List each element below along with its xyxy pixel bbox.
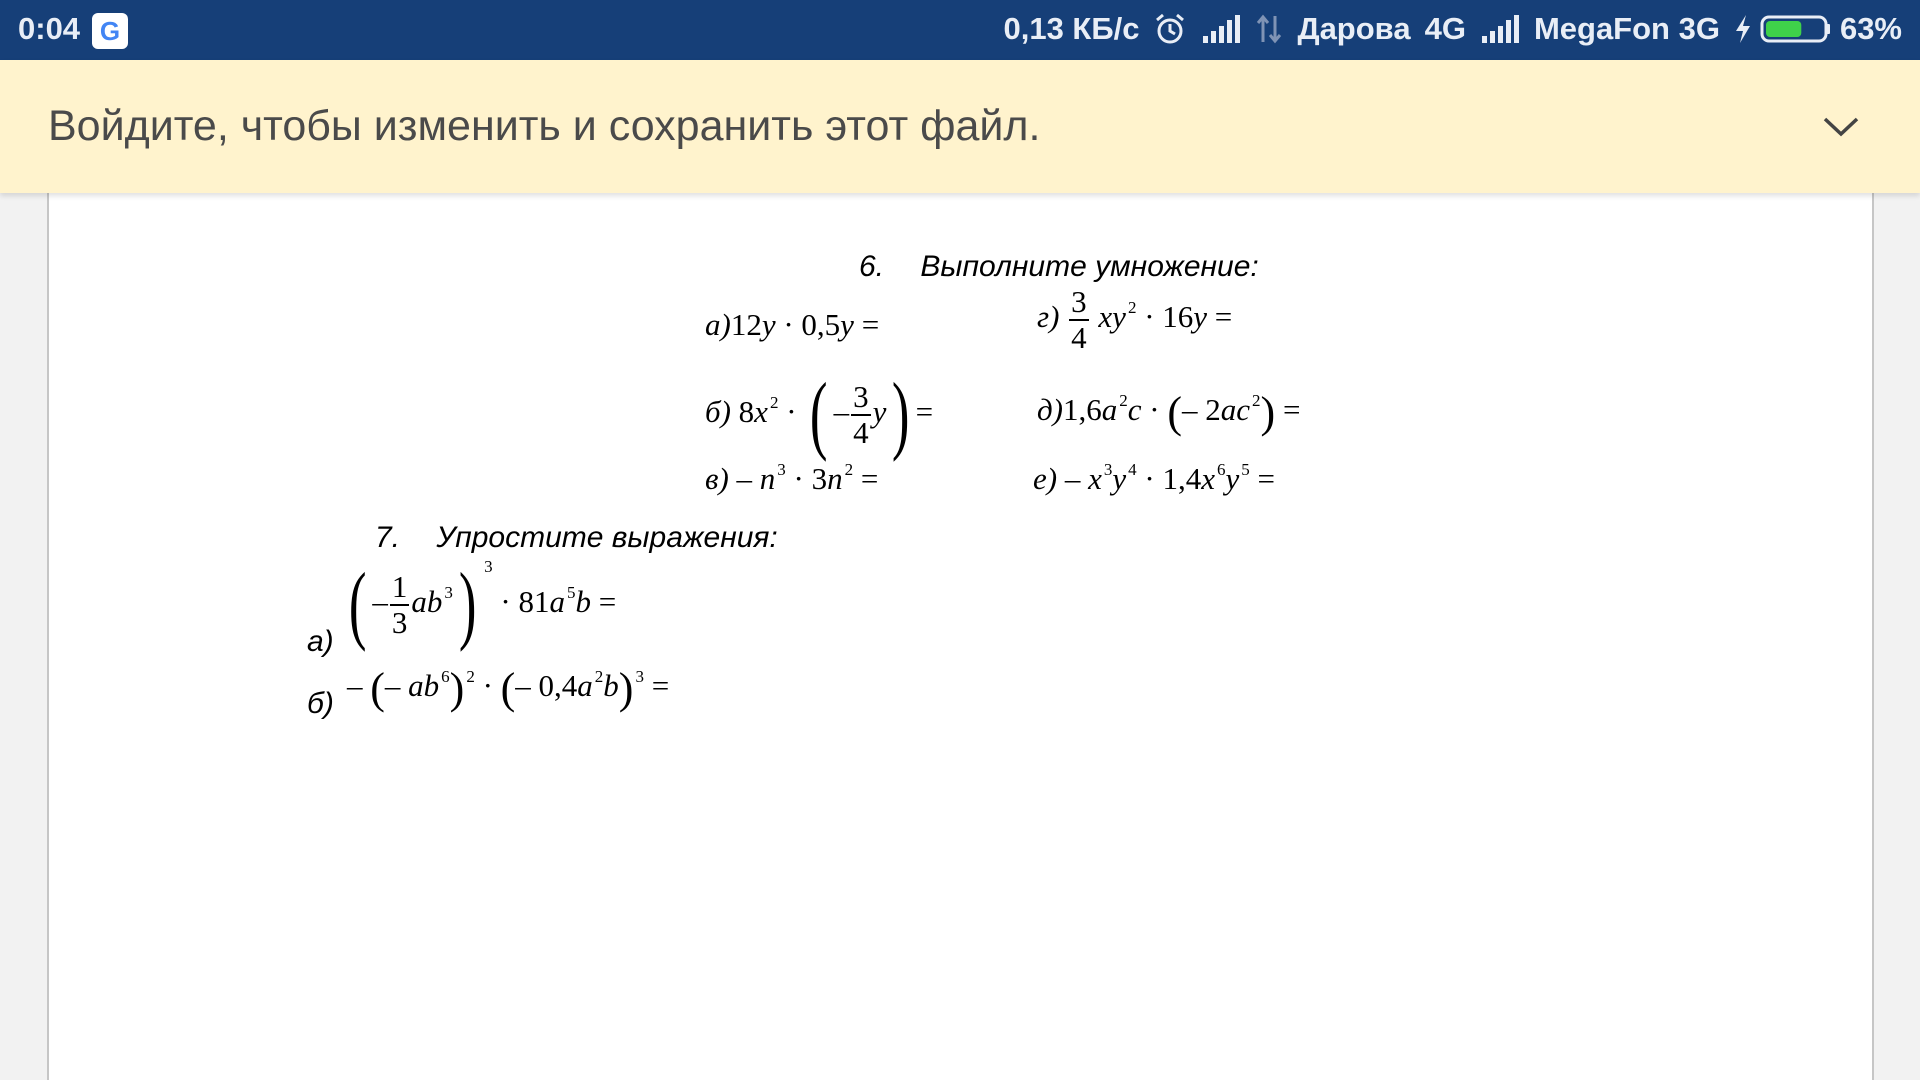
- task-7b-label: б): [307, 687, 334, 720]
- task-title: Выполните умножение:: [920, 250, 1259, 283]
- signal-icon: [1201, 14, 1241, 44]
- carrier-2: MegaFon 3G: [1533, 11, 1720, 46]
- task-title: Упростите выражения:: [436, 521, 778, 554]
- task-6e: е) – x $^3$y $^4$ · 1,4x $^6$y $^5$ =: [1033, 460, 1275, 496]
- task-7-heading: [375, 521, 778, 555]
- chevron-down-icon[interactable]: [1822, 115, 1860, 139]
- status-bar: [0, 0, 1920, 60]
- task-6-heading: [859, 250, 1259, 284]
- task-7b: – (– ab $^6$) $^2$ · (– 0,4a $^2$b) $^3$ =: [347, 664, 670, 713]
- task-6b: б) 8x $^2$ · ( – $\frac{3}{4}$ y) =: [705, 366, 934, 463]
- charging-icon: [1734, 14, 1752, 44]
- network-type-1: 4G: [1424, 11, 1466, 46]
- task-number: 7.: [375, 521, 401, 554]
- task-6v: в) – n $^3$ · 3n $^2$ =: [705, 460, 879, 496]
- carrier-1: Дарова: [1297, 11, 1411, 46]
- task-6a: а)12y · 0,5y =: [705, 307, 880, 342]
- alarm-icon: [1153, 12, 1187, 46]
- google-icon: G: [92, 13, 128, 49]
- document-page: [47, 193, 1874, 1080]
- task-7a: ( – $\frac{1}{3}$ ab $^3$) $^3$ · 81a $^5$b =: [348, 556, 617, 653]
- task-7a-label: а): [307, 625, 334, 658]
- battery-icon: [1760, 14, 1832, 44]
- task-6d: д)1,6a $^2$c · (– 2ac $^2$) =: [1037, 388, 1301, 437]
- signal-icon-2: [1480, 14, 1520, 44]
- banner-message: Войдите, чтобы изменить и сохранить этот файл.: [48, 102, 1041, 150]
- data-arrows-icon: [1255, 14, 1283, 44]
- task-number: 6.: [859, 250, 885, 283]
- net-speed: 0,13 КБ/с: [1003, 11, 1140, 46]
- sign-in-banner: [0, 60, 1920, 193]
- clock: 0:04: [18, 11, 81, 46]
- task-6g: г) $\frac{3}{4}$ xy $^2$ · 16y =: [1037, 284, 1233, 355]
- battery-percent: 63%: [1839, 11, 1902, 46]
